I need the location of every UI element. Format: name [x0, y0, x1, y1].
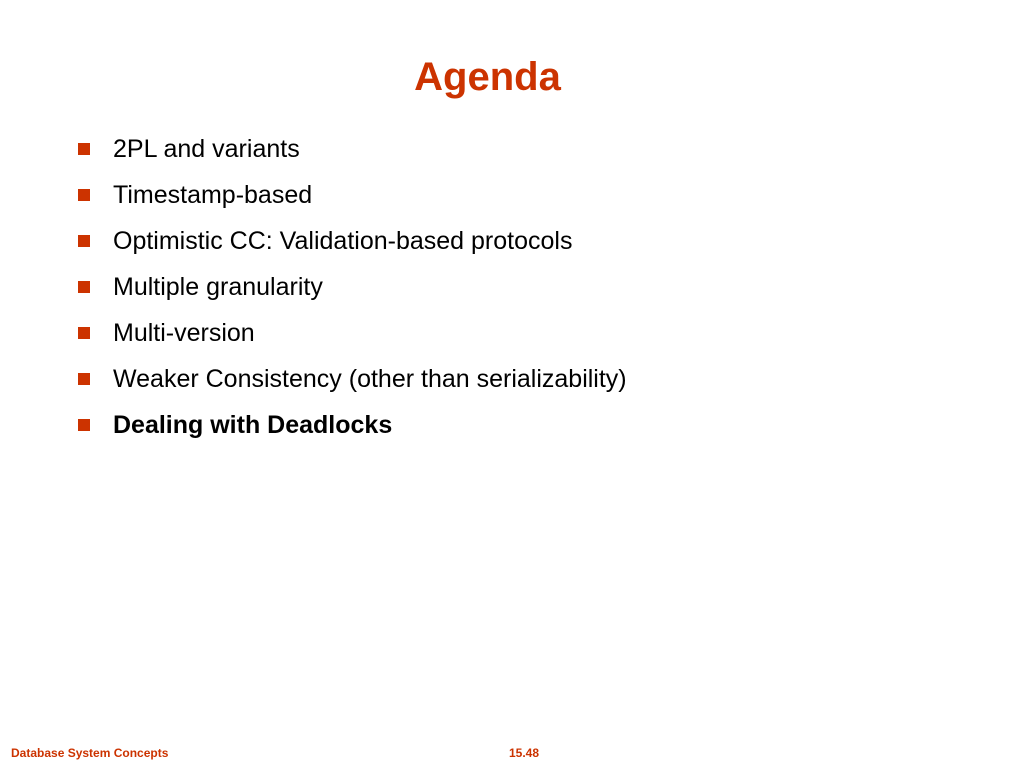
- agenda-item-label: Multi-version: [113, 318, 255, 347]
- agenda-item-label: Optimistic CC: Validation-based protocols: [113, 226, 573, 255]
- square-bullet-icon: [78, 373, 90, 385]
- agenda-item: [78, 356, 627, 402]
- footer-page-number: 15.48: [509, 746, 540, 760]
- agenda-item-label: Weaker Consistency (other than serializability): [113, 364, 627, 393]
- agenda-item-label: Multiple granularity: [113, 272, 323, 301]
- agenda-item: [78, 218, 627, 264]
- agenda-item-label: Dealing with Deadlocks: [113, 410, 393, 439]
- agenda-item: [78, 172, 627, 218]
- agenda-item-current: [78, 402, 627, 448]
- square-bullet-icon: [78, 189, 90, 201]
- square-bullet-icon: [78, 419, 90, 431]
- square-bullet-icon: [78, 281, 90, 293]
- agenda-item-label: 2PL and variants: [113, 134, 300, 163]
- agenda-item: [78, 310, 627, 356]
- agenda-item: [78, 264, 627, 310]
- agenda-list: [78, 126, 627, 448]
- agenda-item-label: Timestamp-based: [113, 180, 313, 209]
- agenda-item: [78, 126, 627, 172]
- footer-course-name: Database System Concepts: [11, 746, 169, 760]
- square-bullet-icon: [78, 235, 90, 247]
- square-bullet-icon: [78, 327, 90, 339]
- square-bullet-icon: [78, 143, 90, 155]
- slide-title: Agenda: [414, 55, 561, 99]
